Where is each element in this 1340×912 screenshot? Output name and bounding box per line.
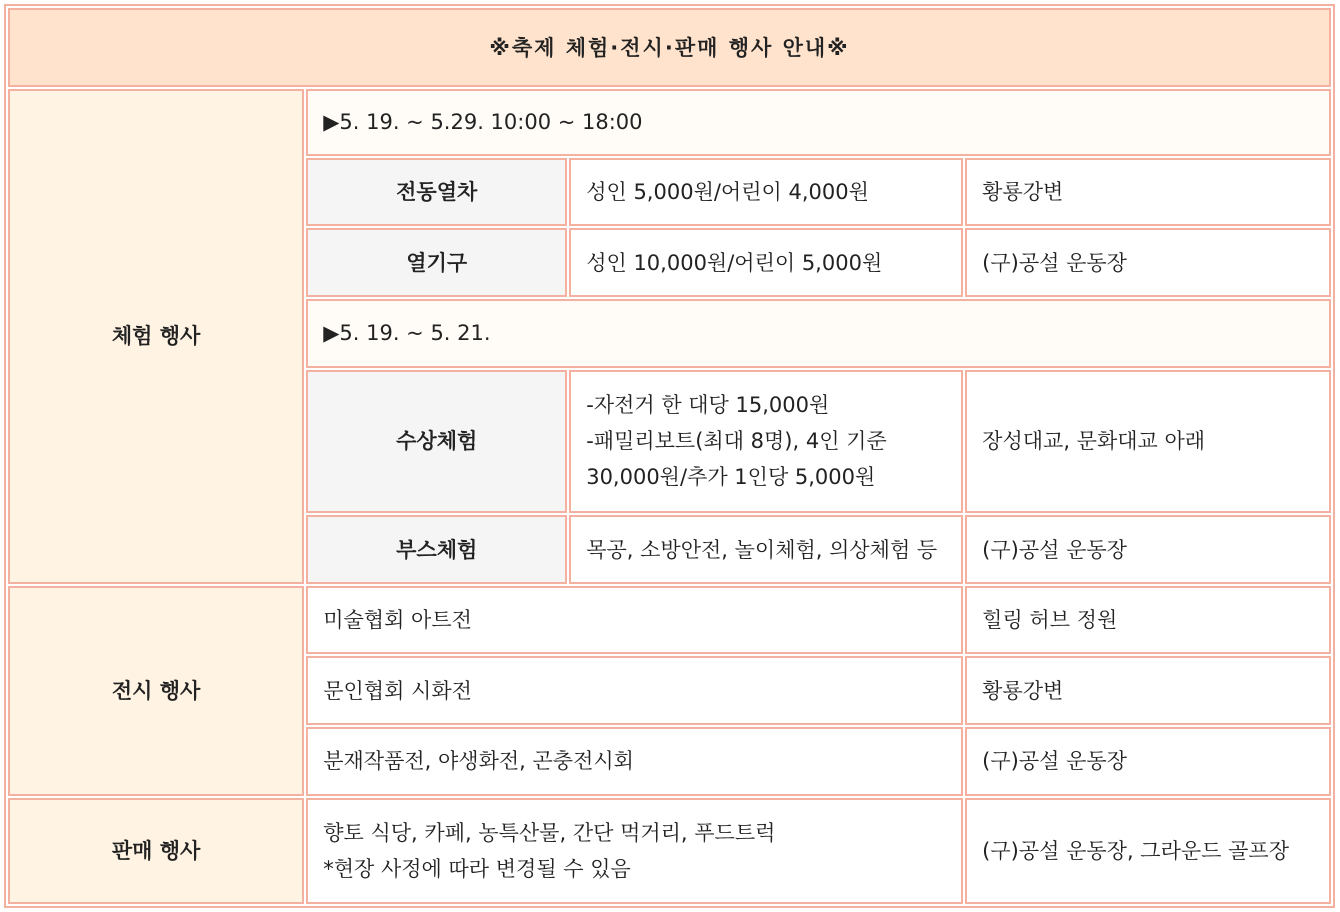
event-place-train: 황룡강변 bbox=[965, 158, 1331, 227]
table-row bbox=[8, 89, 1331, 156]
event-place-water: 장성대교, 문화대교 아래 bbox=[965, 370, 1331, 514]
sales-description bbox=[306, 798, 963, 904]
table-row bbox=[8, 586, 1331, 655]
event-price-booth: 목공, 소방안전, 놀이체험, 의상체험 등 bbox=[569, 515, 963, 584]
event-price-balloon: 성인 10,000원/어린이 5,000원 bbox=[569, 228, 963, 297]
event-price-water bbox=[569, 370, 963, 514]
date-range-a: ▶5. 19. ~ 5.29. 10:00 ~ 18:00 bbox=[306, 89, 1331, 156]
event-name-water: 수상체험 bbox=[306, 370, 567, 514]
event-name-balloon: 열기구 bbox=[306, 228, 567, 297]
exhibition-name: 미술협회 아트전 bbox=[306, 586, 963, 655]
date-range-b: ▶5. 19. ~ 5. 21. bbox=[306, 299, 1331, 368]
festival-events-table bbox=[4, 4, 1335, 908]
event-place-balloon: (구)공설 운동장 bbox=[965, 228, 1331, 297]
category-experience: 체험 행사 bbox=[8, 89, 304, 584]
event-name-booth: 부스체험 bbox=[306, 515, 567, 584]
price-line: -패밀리보트(최대 8명), 4인 기준 bbox=[586, 429, 887, 454]
event-price-train: 성인 5,000원/어린이 4,000원 bbox=[569, 158, 963, 227]
exhibition-name: 문인협회 시화전 bbox=[306, 656, 963, 725]
category-sales: 판매 행사 bbox=[8, 798, 304, 904]
exhibition-name: 분재작품전, 야생화전, 곤충전시회 bbox=[306, 727, 963, 796]
title-row bbox=[8, 8, 1331, 87]
price-line: -자전거 한 대당 15,000원 bbox=[586, 393, 830, 418]
event-place-booth: (구)공설 운동장 bbox=[965, 515, 1331, 584]
exhibition-place: 힐링 허브 정원 bbox=[965, 586, 1331, 655]
sales-line: 향토 식당, 카페, 농특산물, 간단 먹거리, 푸드트럭 bbox=[323, 820, 776, 845]
exhibition-place: 황룡강변 bbox=[965, 656, 1331, 725]
price-line: 30,000원/추가 1인당 5,000원 bbox=[586, 465, 876, 490]
sales-place: (구)공설 운동장, 그라운드 골프장 bbox=[965, 798, 1331, 904]
category-exhibition: 전시 행사 bbox=[8, 586, 304, 796]
exhibition-place: (구)공설 운동장 bbox=[965, 727, 1331, 796]
event-name-train: 전동열차 bbox=[306, 158, 567, 227]
sales-note: *현장 사정에 따라 변경될 수 있음 bbox=[323, 856, 631, 881]
table-row bbox=[8, 798, 1331, 904]
table-title: ※축제 체험·전시·판매 행사 안내※ bbox=[8, 8, 1331, 87]
